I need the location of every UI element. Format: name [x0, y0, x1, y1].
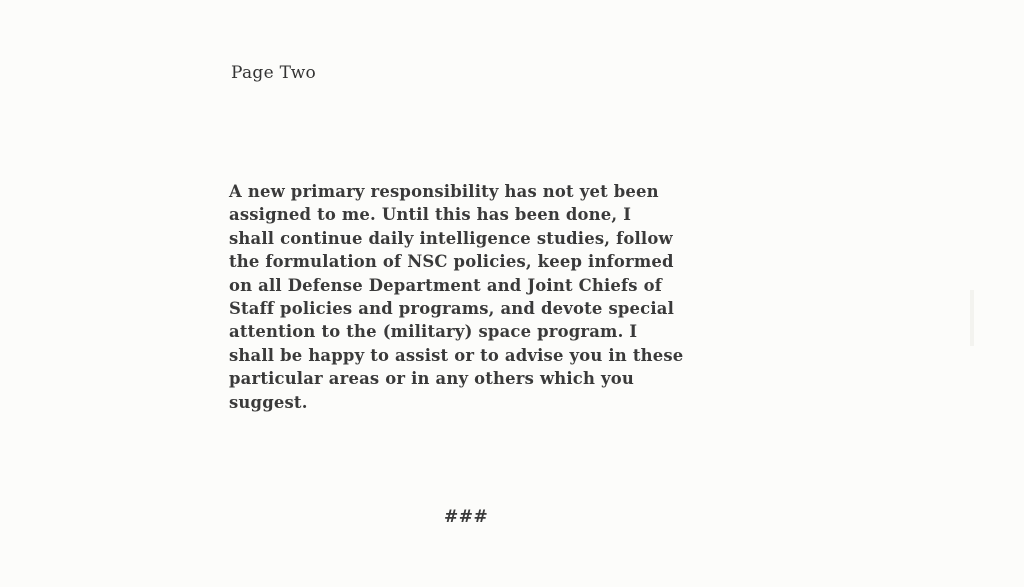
page-label: Page Two: [231, 63, 317, 83]
paragraph-line: the formulation of NSC policies, keep informed: [229, 252, 674, 272]
body-paragraph: [229, 180, 769, 414]
paragraph-line: on all Defense Department and Joint Chiefs of: [229, 275, 663, 295]
end-mark: ###: [444, 507, 489, 527]
paragraph-line: particular areas or in any others which you: [229, 369, 634, 389]
paper-smudge: [970, 290, 974, 346]
paragraph-line: suggest.: [229, 392, 308, 412]
paragraph-line: attention to the (military) space program. I: [229, 322, 638, 342]
paragraph-line: A new primary responsibility has not yet been: [229, 182, 659, 201]
paragraph-line: shall continue daily intelligence studies, follow: [229, 228, 673, 248]
paragraph-line: assigned to me. Until this has been done, I: [229, 205, 632, 225]
paragraph-line: shall be happy to assist or to advise you in these: [229, 345, 684, 365]
paragraph-line: Staff policies and programs, and devote special: [229, 299, 675, 319]
